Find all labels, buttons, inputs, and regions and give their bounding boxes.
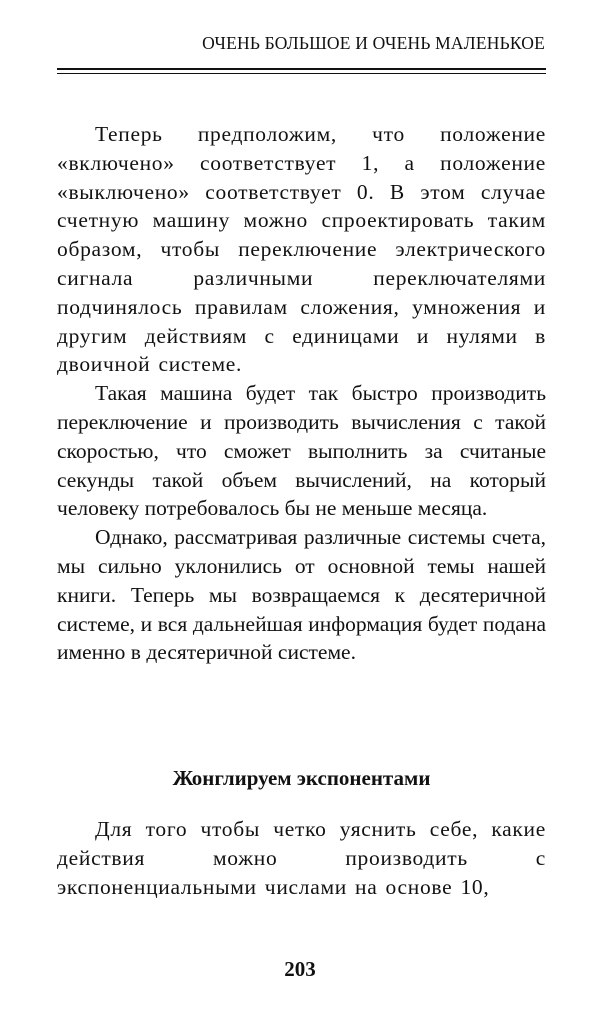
paragraph-3: Однако, рассматривая различные системы счета, мы сильно уклонились от основной темы нашей книги. Теперь мы возвращаемся к десятеричной системе, и вся дальнейшая информация будет подана именно в десятеричной системе. [57, 525, 546, 665]
running-header: ОЧЕНЬ БОЛЬШОЕ И ОЧЕНЬ МАЛЕНЬКОЕ [202, 33, 545, 53]
header-rule-thick [57, 68, 546, 70]
section-paragraph: Для того чтобы четко уяснить себе, какие действия можно производить с экспоненциальными числами на основе 10, [57, 817, 546, 899]
section-body [57, 815, 546, 901]
section-heading: Жонглируем экспонентами [172, 766, 431, 790]
page-number: 203 [284, 957, 316, 981]
body-text [57, 120, 546, 667]
paragraph-1: Теперь предположим, что положение «включено» соответствует 1, а положение «выключено» соответствует 0. В этом случае счетную машину можно спроектировать таким образом, чтобы переключение электрического сигнала различными переключателями подчинялось правилам сложения, умножения и другим действиям с единицами и нулями в двоичной системе. [57, 122, 546, 377]
paragraph-2: Такая машина будет так быстро производить переключение и производить вычисления с такой скоростью, что сможет выполнить за считаные секунды такой объем вычислений, на который человеку потребовалось бы не меньше месяца. [57, 381, 546, 521]
header-rule-thin [57, 73, 546, 74]
